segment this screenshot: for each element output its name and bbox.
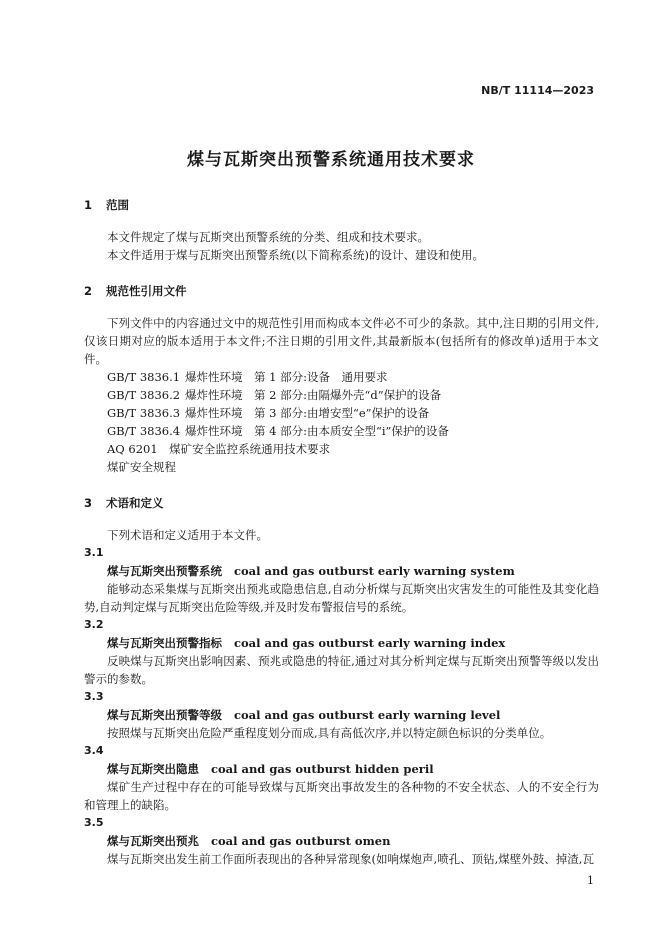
page-number: 1 — [587, 874, 594, 887]
section-heading-references: 2 规范性引用文件 — [84, 284, 187, 298]
term-entry: 煤与瓦斯突出预警系统 coal and gas outburst early warning system — [107, 564, 515, 578]
reference-item: AQ 6201 煤矿安全监控系统通用技术要求 — [107, 442, 331, 456]
reference-item: GB/T 3836.4 爆炸性环境 第 4 部分:由本质安全型“i”保护的设备 — [107, 424, 449, 438]
terms-intro: 下列术语和定义适用于本文件。 — [107, 528, 268, 542]
references-intro: 下列文件中的内容通过文中的规范性引用而构成本文件必不可少的条款。其中,注日期的引用文件,仅该日期对应的版本适用于本文件;不注日期的引用文件,其最新版本(包括所有的修改单)适用于本文件。 — [84, 316, 599, 366]
term-definition: 反映煤与瓦斯突出影响因素、预兆或隐患的特征,通过对其分析判定煤与瓦斯突出预警等级以发出警示的参数。 — [84, 654, 599, 686]
term-entry: 煤与瓦斯突出隐患 coal and gas outburst hidden peril — [107, 762, 434, 776]
term-entry: 煤与瓦斯突出预警等级 coal and gas outburst early warning level — [107, 708, 501, 722]
term-number: 3.5 — [84, 816, 104, 829]
term-number: 3.3 — [84, 690, 104, 703]
reference-item: GB/T 3836.3 爆炸性环境 第 3 部分:由增安型“e”保护的设备 — [107, 406, 430, 420]
reference-item: 煤矿安全规程 — [107, 460, 176, 474]
term-entry: 煤与瓦斯突出预兆 coal and gas outburst omen — [107, 834, 391, 848]
document-title: 煤与瓦斯突出预警系统通用技术要求 — [187, 150, 475, 170]
term-definition: 煤矿生产过程中存在的可能导致煤与瓦斯突出事故发生的各种物的不安全状态、人的不安全行为和管理上的缺陷。 — [84, 780, 599, 812]
scope-paragraph: 本文件适用于煤与瓦斯突出预警系统(以下简称系统)的设计、建设和使用。 — [107, 248, 484, 262]
section-heading-terms: 3 术语和定义 — [84, 496, 164, 510]
section-heading-scope: 1 范围 — [84, 198, 129, 212]
term-entry: 煤与瓦斯突出预警指标 coal and gas outburst early warning index — [107, 636, 506, 650]
term-definition: 能够动态采集煤与瓦斯突出预兆或隐患信息,自动分析煤与瓦斯突出灾害发生的可能性及其变化趋势,自动判定煤与瓦斯突出危险等级,并及时发布警报信号的系统。 — [84, 582, 599, 614]
scope-paragraph: 本文件规定了煤与瓦斯突出预警系统的分类、组成和技术要求。 — [107, 230, 429, 244]
term-definition: 煤与瓦斯突出发生前工作面所表现出的各种异常现象(如响煤炮声,喷孔、顶钻,煤壁外鼓、掉渣,瓦 — [107, 852, 594, 866]
term-number: 3.1 — [84, 546, 104, 559]
standard-number: NB/T 11114—2023 — [481, 84, 594, 97]
term-definition: 按照煤与瓦斯突出危险严重程度划分而成,具有高低次序,并以特定颜色标识的分类单位。 — [107, 726, 552, 740]
term-number: 3.4 — [84, 744, 104, 757]
reference-item: GB/T 3836.1 爆炸性环境 第 1 部分:设备 通用要求 — [107, 370, 388, 384]
reference-item: GB/T 3836.2 爆炸性环境 第 2 部分:由隔爆外壳“d”保护的设备 — [107, 388, 442, 402]
document-body — [84, 196, 599, 868]
term-number: 3.2 — [84, 618, 104, 631]
